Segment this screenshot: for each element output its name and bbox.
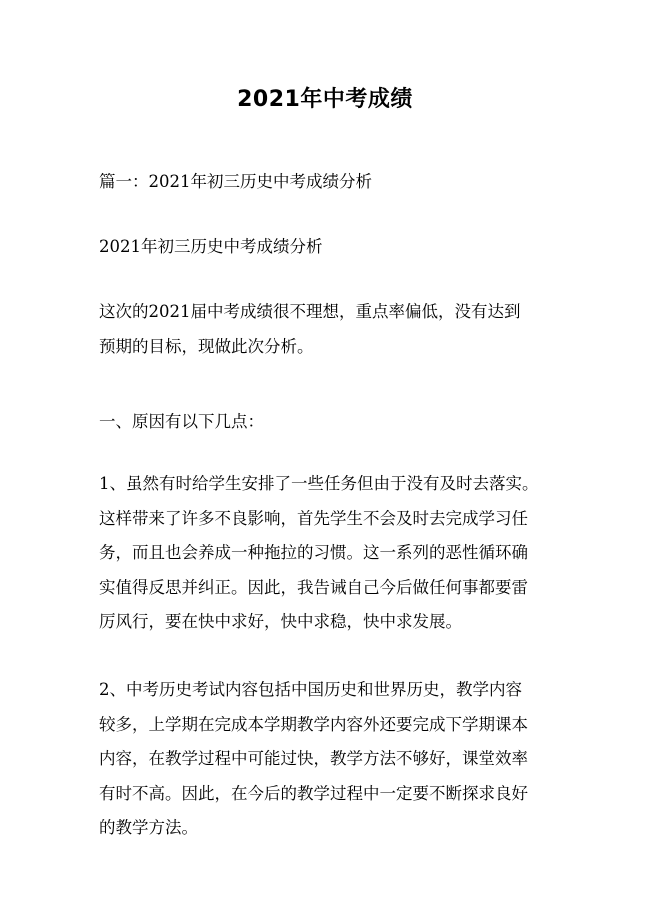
paragraph-line: 厉风行，要在快中求好，快中求稳，快中求发展。 — [99, 612, 462, 631]
reasons-heading — [99, 405, 569, 440]
section-heading — [99, 165, 569, 200]
reason-item-2 — [99, 673, 569, 846]
reason-item-1 — [99, 467, 569, 640]
subtitle-text: 2021年初三历史中考成绩分析 — [99, 237, 323, 256]
paragraph-line: 实值得反思并纠正。因此，我告诫自己今后做任何事都要雷 — [99, 577, 528, 597]
paragraph-line: 这样带来了许多不良影响，首先学生不会及时去完成学习任 — [99, 508, 528, 528]
section-heading-text: 篇一：2021年初三历史中考成绩分析 — [99, 172, 372, 191]
document-subtitle — [99, 230, 569, 265]
intro-paragraph — [99, 295, 569, 364]
paragraph-line: 有时不高。因此，在今后的教学过程中一定要不断探求良好 — [99, 783, 528, 803]
reasons-heading-text: 一、原因有以下几点： — [99, 412, 264, 431]
paragraph-line: 1、虽然有时给学生安排了一些任务但由于没有及时去落实。 — [99, 474, 539, 493]
paragraph-line: 预期的目标，现做此次分析。 — [99, 336, 314, 356]
paragraph-line: 的教学方法。 — [99, 818, 198, 837]
paragraph-line: 较多，上学期在完成本学期教学内容外还要完成下学期课本 — [99, 714, 528, 734]
document-title: 2021年中考成绩 — [237, 87, 413, 112]
paragraph-line: 务，而且也会养成一种拖拉的习惯。这一系列的恶性循环确 — [99, 543, 528, 562]
paragraph-line: 内容，在教学过程中可能过快，教学方法不够好，课堂效率 — [99, 749, 528, 768]
paragraph-line: 这次的2021届中考成绩很不理想，重点率偏低，没有达到 — [99, 302, 521, 321]
paragraph-line: 2、中考历史考试内容包括中国历史和世界历史，教学内容 — [99, 680, 522, 699]
